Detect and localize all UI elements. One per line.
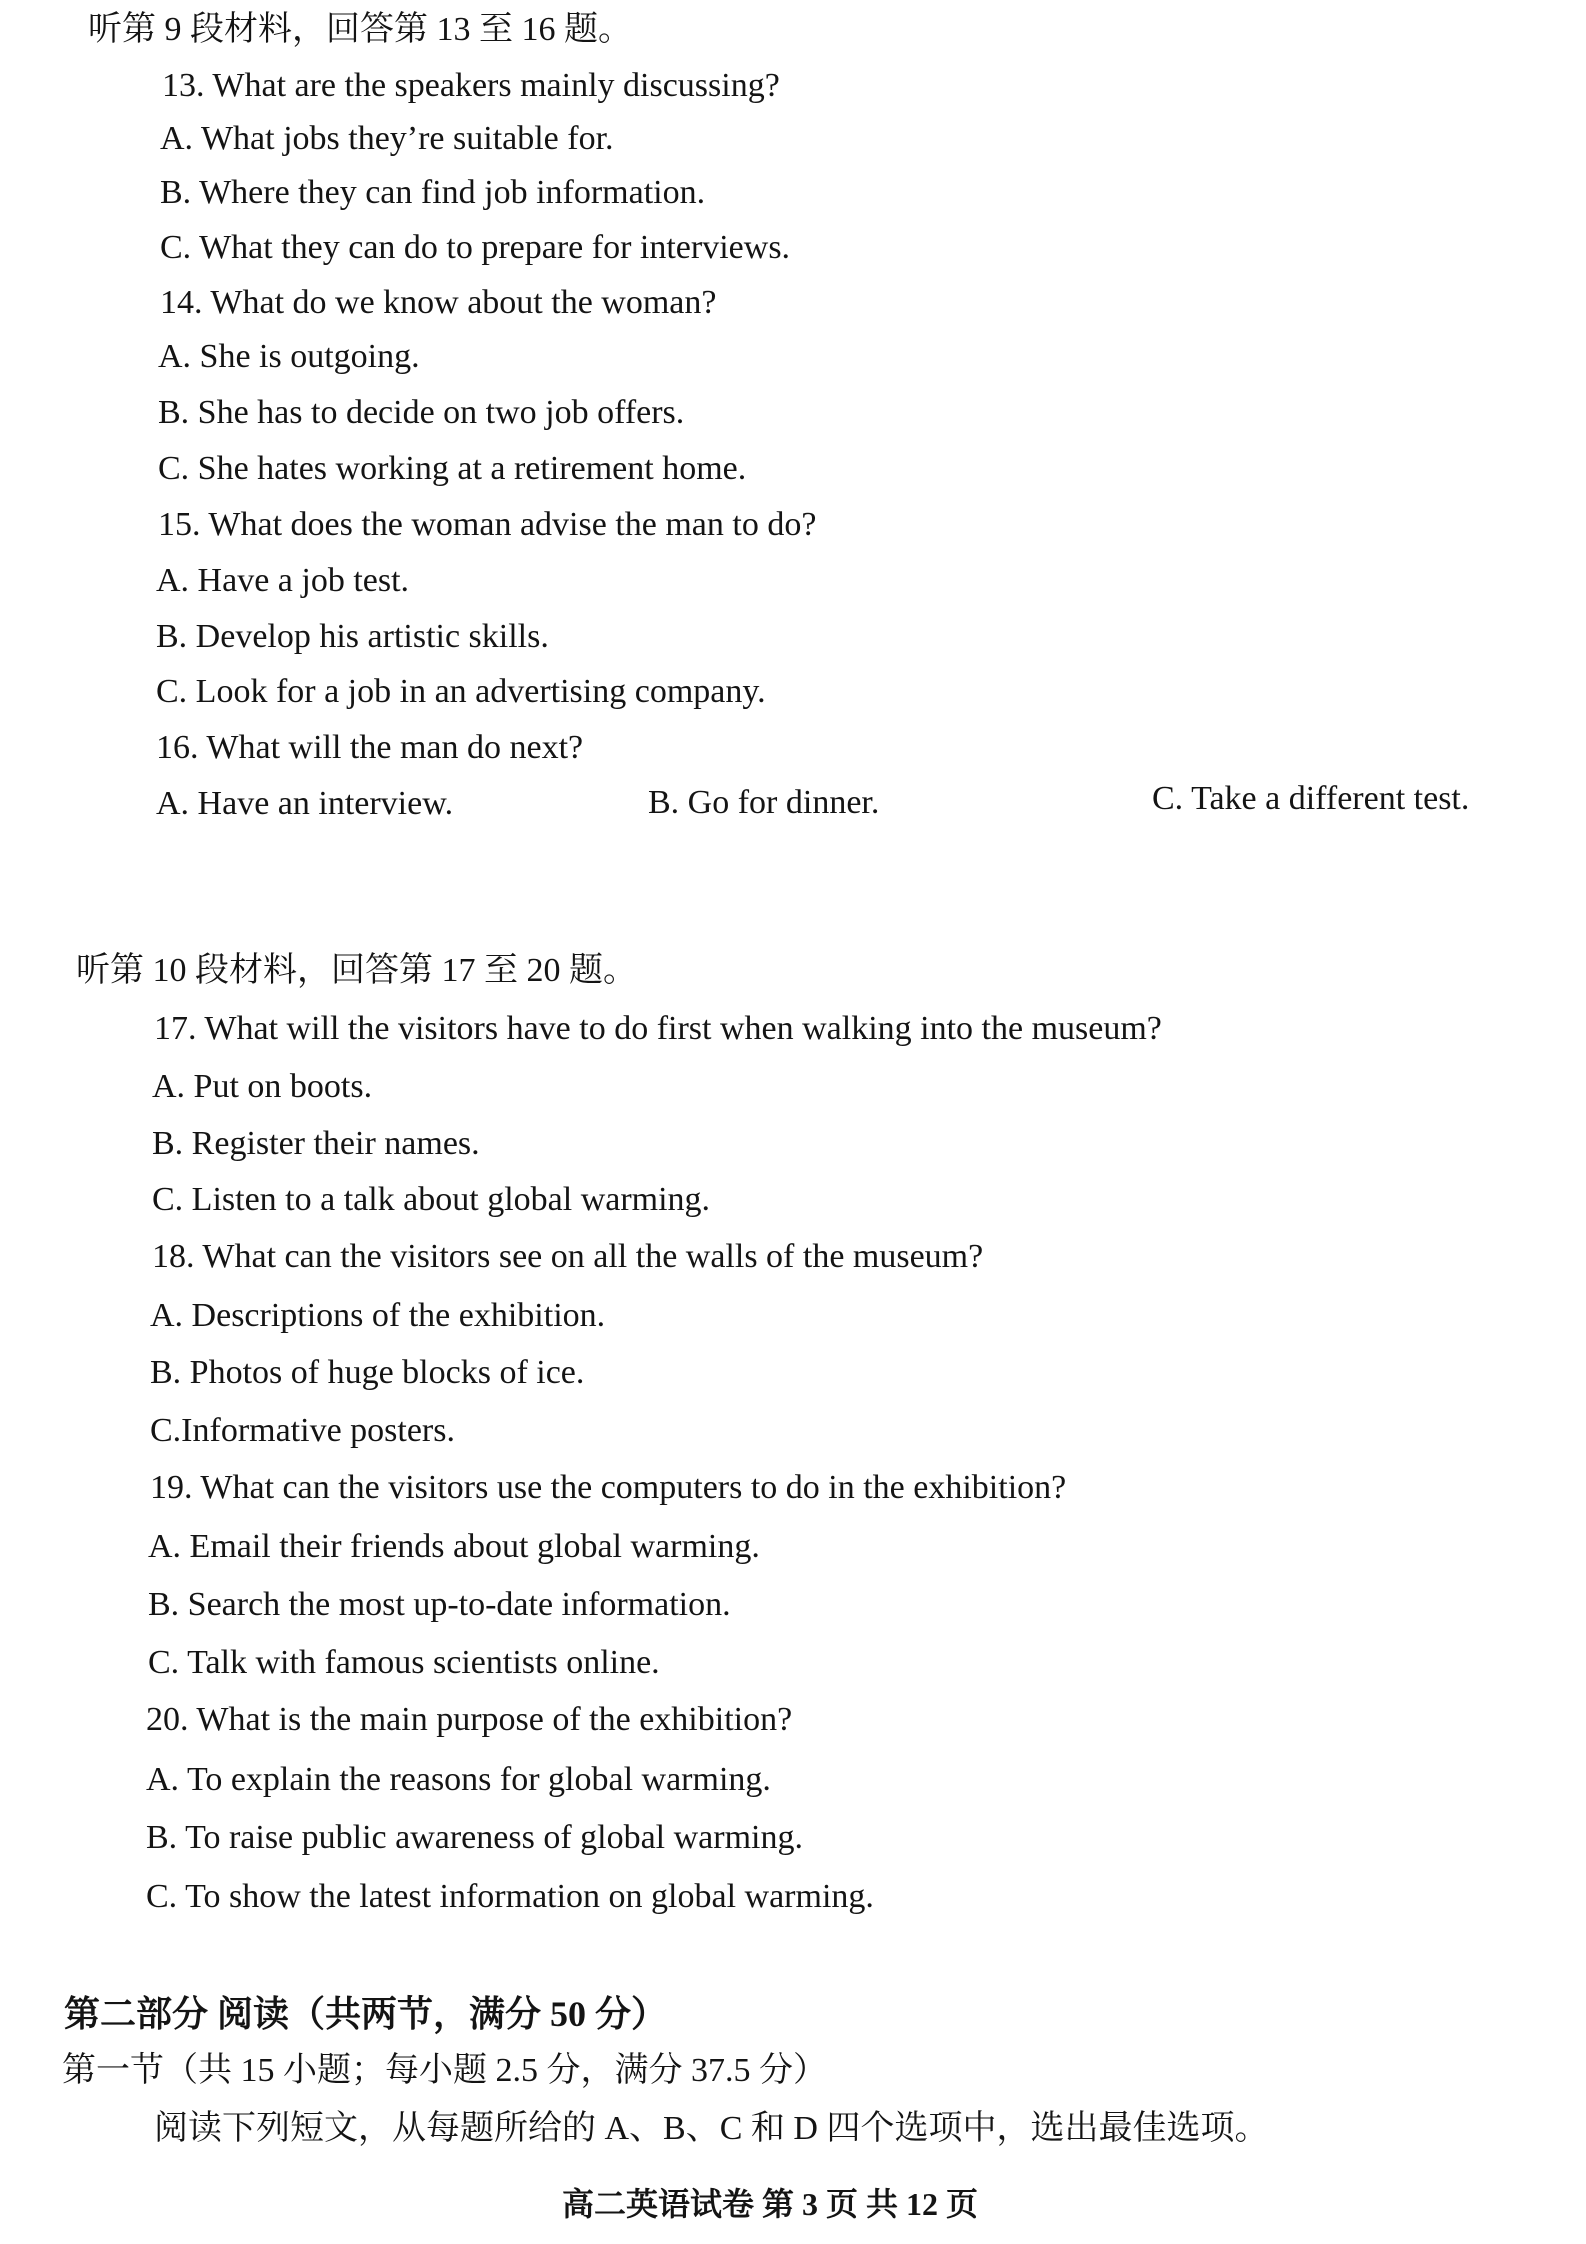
option-17c: C. Listen to a talk about global warming. bbox=[152, 1181, 711, 1218]
option-18b: B. Photos of huge blocks of ice. bbox=[150, 1354, 585, 1391]
option-17b: B. Register their names. bbox=[152, 1125, 480, 1162]
option-20b: B. To raise public awareness of global warming. bbox=[146, 1819, 803, 1856]
section-9-header: 听第 9 段材料，回答第 13 至 16 题。 bbox=[88, 11, 632, 48]
option-13c: C. What they can do to prepare for interviews. bbox=[160, 229, 791, 266]
option-15c: C. Look for a job in an advertising company. bbox=[156, 673, 766, 710]
option-18c: C.Informative posters. bbox=[150, 1412, 455, 1449]
option-14a: A. She is outgoing. bbox=[158, 338, 420, 375]
part-2-subtitle: 第一节（共 15 小题；每小题 2.5 分，满分 37.5 分） bbox=[62, 2052, 827, 2089]
question-13: 13. What are the speakers mainly discussing? bbox=[162, 67, 780, 104]
option-19c: C. Talk with famous scientists online. bbox=[148, 1644, 660, 1681]
option-16a: A. Have an interview. bbox=[156, 785, 454, 822]
question-16: 16. What will the man do next? bbox=[156, 729, 584, 766]
option-13a: A. What jobs they’re suitable for. bbox=[160, 120, 614, 157]
question-17: 17. What will the visitors have to do first when walking into the museum? bbox=[154, 1010, 1162, 1047]
option-15b: B. Develop his artistic skills. bbox=[156, 618, 549, 655]
option-16c: C. Take a different test. bbox=[1152, 780, 1470, 817]
option-14c: C. She hates working at a retirement home. bbox=[158, 450, 747, 487]
option-18a: A. Descriptions of the exhibition. bbox=[150, 1297, 606, 1334]
option-20c: C. To show the latest information on global warming. bbox=[146, 1878, 874, 1915]
option-15a: A. Have a job test. bbox=[156, 562, 410, 599]
option-13b: B. Where they can find job information. bbox=[160, 174, 706, 211]
option-19a: A. Email their friends about global warming. bbox=[148, 1528, 760, 1565]
option-20a: A. To explain the reasons for global warming. bbox=[146, 1761, 771, 1798]
option-17a: A. Put on boots. bbox=[152, 1068, 373, 1105]
question-18: 18. What can the visitors see on all the walls of the museum? bbox=[152, 1238, 984, 1275]
page-footer: 高二英语试卷 第 3 页 共 12 页 bbox=[562, 2186, 979, 2222]
part-2-title: 第二部分 阅读（共两节，满分 50 分） bbox=[64, 1994, 668, 2034]
question-20: 20. What is the main purpose of the exhibition? bbox=[146, 1701, 793, 1738]
part-2-instruction: 阅读下列短文，从每题所给的 A、B、C 和 D 四个选项中，选出最佳选项。 bbox=[154, 2110, 1269, 2147]
question-14: 14. What do we know about the woman? bbox=[160, 284, 717, 321]
question-15: 15. What does the woman advise the man to do? bbox=[158, 506, 817, 543]
option-19b: B. Search the most up-to-date information. bbox=[148, 1586, 731, 1623]
option-14b: B. She has to decide on two job offers. bbox=[158, 394, 685, 431]
section-10-header: 听第 10 段材料，回答第 17 至 20 题。 bbox=[76, 952, 637, 989]
question-19: 19. What can the visitors use the computers to do in the exhibition? bbox=[150, 1469, 1067, 1506]
option-16b: B. Go for dinner. bbox=[648, 784, 880, 821]
